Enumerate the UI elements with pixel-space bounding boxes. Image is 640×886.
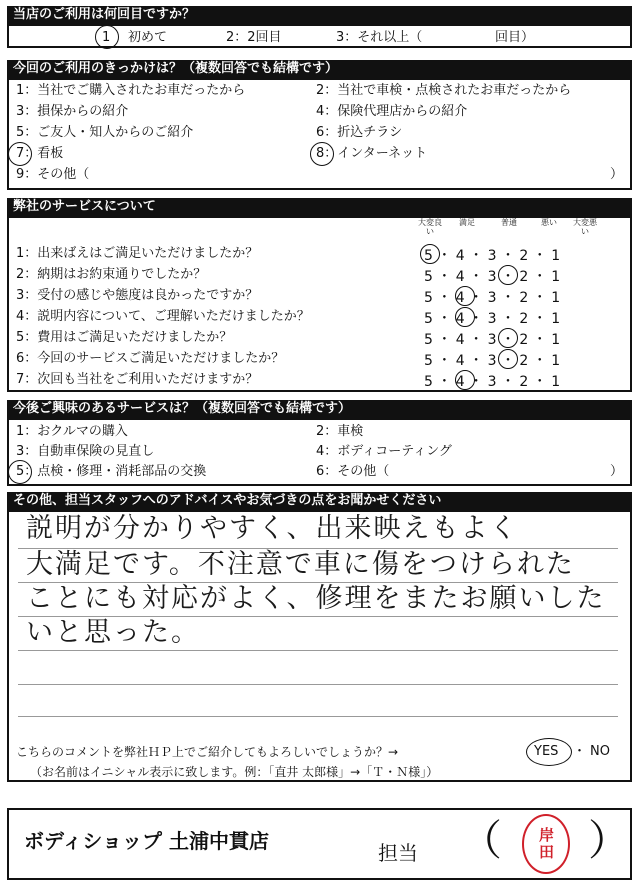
q3-question-6: 6：今回のサービスご満足いただけましたか？ xyxy=(16,351,285,366)
q4-item-3[interactable]: 3：自動車保険の見直し xyxy=(16,444,155,459)
q4-item-1[interactable]: 1：おクルマの購入 xyxy=(16,424,128,439)
q2-item-5[interactable]: 5：ご友人・知人からのご紹介 xyxy=(16,125,194,140)
q2-item-7-selected-mark xyxy=(8,142,32,166)
comment-text-2: 大満足です。不注意で車に傷をつけられた xyxy=(26,549,575,580)
q1-header: 当店のご利用は何回目ですか？ xyxy=(7,6,632,24)
shop-name: ボディショップ 土浦中貫店 xyxy=(24,829,269,853)
q3-answer-circle xyxy=(498,349,518,369)
q2-item-1[interactable]: 1：当社でご購入されたお車だったから xyxy=(16,83,246,98)
q4-item-6[interactable]: 6：その他（ xyxy=(316,464,390,479)
q3-answer-circle xyxy=(420,244,440,264)
q3-question-1: 1：出来ばえはご満足いただけましたか？ xyxy=(16,246,259,261)
q2-item-9[interactable]: 9：その他（ xyxy=(16,167,90,182)
scale-label-5: 大変悪い xyxy=(573,218,597,236)
q3-answer-circle xyxy=(498,328,518,348)
q3-answer-circle xyxy=(455,286,475,306)
staff-label: 担当 xyxy=(378,841,418,865)
staff-stamp-text: 岸田 xyxy=(537,827,555,861)
q3-question-5: 5：費用はご満足いただけましたか？ xyxy=(16,330,233,345)
q2-item-2[interactable]: 2：当社で車検・点検されたお車だったから xyxy=(316,83,572,98)
consent-no[interactable]: NO xyxy=(590,744,610,759)
staff-paren-close: ） xyxy=(588,816,631,865)
q2-item-8[interactable]: 8：インターネット xyxy=(316,146,428,161)
scale-label-2: 満足 xyxy=(459,218,475,227)
q1-opt1-number[interactable]: 1 xyxy=(102,30,111,45)
q4-item-5-selected-mark xyxy=(8,460,32,484)
q2-item-9-close: ） xyxy=(610,167,624,182)
scale-label-1: 大変良い xyxy=(418,218,442,236)
q4-header: 今後ご興味のあるサービスは？（複数回答でも結構です） xyxy=(7,400,632,418)
staff-paren-open: （ xyxy=(460,816,503,865)
comment-line-4 xyxy=(18,650,618,651)
comment-line-5 xyxy=(18,684,618,685)
q1-opt2[interactable]: 2：2回目 xyxy=(226,30,282,45)
q2-item-4[interactable]: 4：保険代理店からの紹介 xyxy=(316,104,468,119)
q3-scores-6[interactable]: 5 ・ 4 ・ 3 ・ 2 ・ 1 xyxy=(424,353,561,369)
scale-label-4: 悪い xyxy=(541,218,557,227)
consent-note: （お名前はイニシャル表示に致します。例：「直井 太郎様」→「Ｔ・Ｎ様」） xyxy=(30,765,439,779)
comment-text-1: 説明が分かりやすく、出来映えもよく xyxy=(26,513,519,544)
consent-sep: ・ xyxy=(573,744,587,759)
q2-item-7[interactable]: 7：看板 xyxy=(16,146,64,161)
q4-item-6-close: ） xyxy=(610,464,624,479)
q3-question-7: 7：次回も当社をご利用いただけますか？ xyxy=(16,372,259,387)
q1-opt3-suffix: 回目） xyxy=(495,30,535,45)
q2-item-3[interactable]: 3：損保からの紹介 xyxy=(16,104,129,119)
comment-line-6 xyxy=(18,716,618,717)
q3-scores-7[interactable]: 5 ・ 4 ・ 3 ・ 2 ・ 1 xyxy=(424,374,561,390)
q3-question-4: 4：説明内容について、ご理解いただけましたか？ xyxy=(16,309,310,324)
q3-scores-1[interactable]: 5 ・ 4 ・ 3 ・ 2 ・ 1 xyxy=(424,248,561,264)
q3-question-3: 3：受付の感じや態度は良かったですか？ xyxy=(16,288,259,303)
consent-yes-selected-mark xyxy=(526,738,572,766)
scale-label-3: 普通 xyxy=(501,218,517,227)
q1-opt1[interactable]: 初めて xyxy=(128,30,168,45)
q1-opt3[interactable]: 3：それ以上（ xyxy=(336,30,423,45)
q3-scores-2[interactable]: 5 ・ 4 ・ 3 ・ 2 ・ 1 xyxy=(424,269,561,285)
q3-scores-3[interactable]: 5 ・ 4 ・ 3 ・ 2 ・ 1 xyxy=(424,290,561,306)
q2-item-6[interactable]: 6：折込チラシ xyxy=(316,125,403,140)
q3-answer-circle xyxy=(498,265,518,285)
comment-text-3: ことにも対応がよく、修理をまたお願いした xyxy=(26,583,606,614)
comment-text-4: いと思った。 xyxy=(26,617,200,648)
q2-header: 今回のご利用のきっかけは？（複数回答でも結構です） xyxy=(7,60,632,78)
staff-stamp xyxy=(522,814,570,874)
q3-question-2: 2：納期はお約束通りでしたか？ xyxy=(16,267,207,282)
q4-item-2[interactable]: 2：車検 xyxy=(316,424,364,439)
q2-item-8-selected-mark xyxy=(310,142,334,166)
q3-answer-circle xyxy=(455,370,475,390)
q3-scores-4[interactable]: 5 ・ 4 ・ 3 ・ 2 ・ 1 xyxy=(424,311,561,327)
q4-item-5[interactable]: 5：点検・修理・消耗部品の交換 xyxy=(16,464,207,479)
q3-scores-5[interactable]: 5 ・ 4 ・ 3 ・ 2 ・ 1 xyxy=(424,332,561,348)
consent-yes[interactable]: YES xyxy=(534,744,559,759)
q4-item-4[interactable]: 4：ボディコーティング xyxy=(316,444,452,459)
q1-selected-mark xyxy=(95,25,119,49)
q5-header: その他、担当スタッフへのアドバイスやお気づきの点をお聞かせください xyxy=(7,492,632,510)
q3-header: 弊社のサービスについて xyxy=(7,198,632,216)
consent-question: こちらのコメントを弊社ＨＰ上でご紹介してもよろしいでしょうか？→ xyxy=(16,745,399,759)
q3-answer-circle xyxy=(455,307,475,327)
